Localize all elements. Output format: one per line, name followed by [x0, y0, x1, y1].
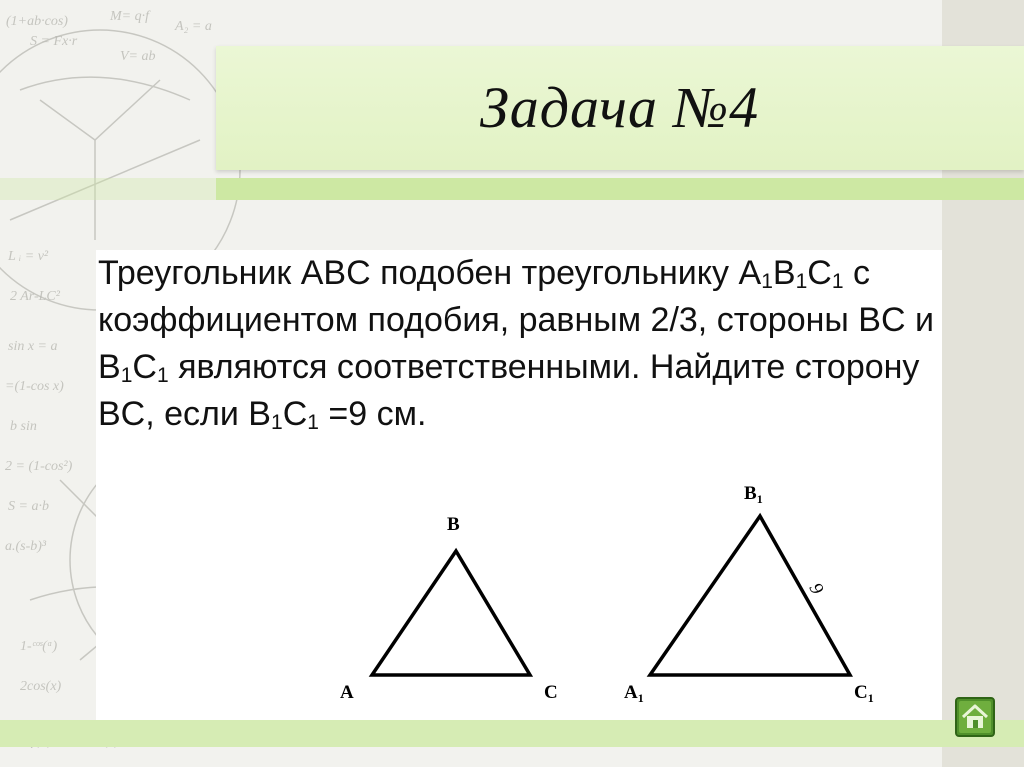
vertex-label-c1: $C_1$ — [854, 682, 874, 705]
svg-text:A₂ = a: A₂ = a — [175, 19, 212, 34]
vertex-label-c: C — [544, 682, 558, 703]
svg-text:=(1-cos x): =(1-cos x) — [5, 379, 64, 394]
svg-text:1-ᶜᵒˢ(ᵅ): 1-ᶜᵒˢ(ᵅ) — [20, 639, 58, 654]
svg-text:(1+ab·cos): (1+ab·cos) — [6, 14, 68, 29]
svg-text:2 = (1-cos²): 2 = (1-cos²) — [5, 459, 73, 474]
triangle-abc — [340, 514, 558, 703]
svg-text:V= ab: V= ab — [120, 49, 156, 64]
triangle-a1b1c1 — [624, 483, 874, 705]
svg-text:S = Fx·r: S = Fx·r — [30, 34, 78, 49]
bottom-band — [0, 720, 1024, 747]
home-icon — [955, 697, 995, 737]
vertex-label-b1: $B_1$ — [744, 483, 763, 506]
svg-text:L ᵢ = v²: L ᵢ = v² — [8, 249, 49, 264]
home-button[interactable] — [955, 697, 995, 737]
slide-title: Задача №4 — [480, 75, 760, 140]
vertex-label-a1: $A_1$ — [624, 682, 644, 705]
svg-text:sin x = a: sin x = a — [8, 339, 58, 354]
svg-text:a.(s-b)³: a.(s-b)³ — [5, 539, 47, 554]
vertex-label-a: A — [340, 682, 354, 703]
svg-text:b sin: b sin — [10, 419, 37, 434]
triangle-abc-shape — [372, 551, 530, 675]
problem-statement: Треугольник ABC подобен треугольнику $A_1B_1C_1$ с коэффициентом подобия, равным 2/3, стороны BC и $B_1C_1$ являются соответственными. Найдите сторону BC, если $B_1C_1 =9$ см. — [98, 254, 934, 434]
svg-text:2cos(x): 2cos(x) — [20, 679, 62, 694]
svg-text:S = a·b: S = a·b — [8, 499, 49, 514]
vertex-label-b: B — [447, 514, 460, 535]
triangle-a1b1c1-shape — [650, 516, 850, 675]
svg-text:M= q·f: M= q·f — [110, 9, 149, 24]
svg-text:2 Ar-LC²: 2 Ar-LC² — [10, 289, 60, 304]
side-length-label: 9 — [804, 579, 828, 599]
